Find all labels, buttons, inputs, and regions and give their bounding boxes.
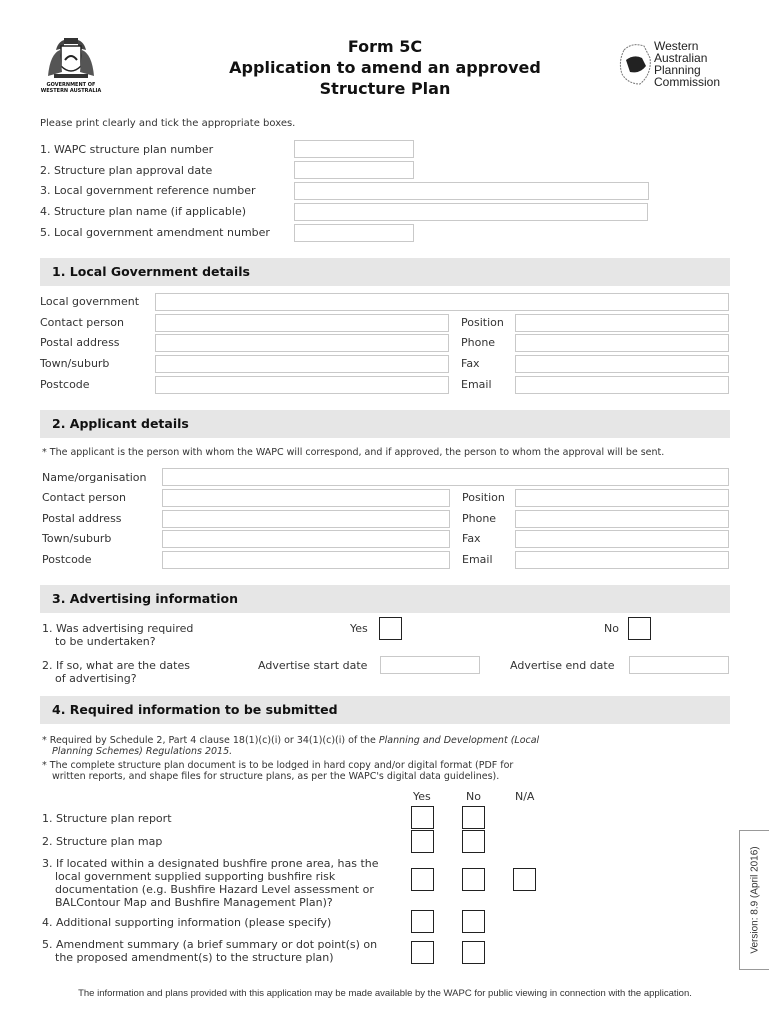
s1-postal-address-field[interactable] <box>155 334 449 352</box>
s1-contact-person-field[interactable] <box>155 314 449 332</box>
form-title-main: Application to amend an approved <box>229 58 541 77</box>
section-1-heading: 1. Local Government details <box>52 264 250 279</box>
lg-amendment-label: 5. Local government amendment number <box>40 226 270 239</box>
wapc-plan-number-label: 1. WAPC structure plan number <box>40 143 214 156</box>
s1-town-suburb-label: Town/suburb <box>40 357 110 370</box>
s2-email-label: Email <box>462 553 493 566</box>
s2-position-field[interactable] <box>515 489 729 507</box>
s3-advertising-no-checkbox[interactable] <box>628 617 651 640</box>
s2-contact-person-field[interactable] <box>162 489 450 507</box>
s2-town-suburb-label: Town/suburb <box>42 532 112 545</box>
crest-icon <box>36 36 106 82</box>
s4-item2-no-checkbox[interactable] <box>462 830 485 853</box>
s1-position-field[interactable] <box>515 314 729 332</box>
s3-q1-line1: 1. Was advertising required <box>42 622 194 635</box>
lg-amendment-field[interactable] <box>294 224 414 242</box>
s4-item1-label: 1. Structure plan report <box>42 812 172 825</box>
section-3-header <box>40 585 730 613</box>
s3-end-date-label: Advertise end date <box>510 659 615 672</box>
s1-phone-label: Phone <box>461 336 496 349</box>
s4-item1-no-checkbox[interactable] <box>462 806 485 829</box>
s1-fax-field[interactable] <box>515 355 729 373</box>
s4-item5-line2: the proposed amendment(s) to the structure plan) <box>55 951 334 964</box>
wapc-plan-number-field[interactable] <box>294 140 414 158</box>
s2-postal-address-label: Postal address <box>42 512 122 525</box>
s2-position-label: Position <box>462 491 505 504</box>
s4-item3-line1: 3. If located within a designated bushfire prone area, has the <box>42 857 379 870</box>
s4-item1-yes-checkbox[interactable] <box>411 806 434 829</box>
form-title-sub: Structure Plan <box>319 79 451 98</box>
plan-name-field[interactable] <box>294 203 648 221</box>
wa-map-icon <box>616 40 656 88</box>
s2-name-org-field[interactable] <box>162 468 729 486</box>
section-1-header <box>40 258 730 286</box>
s1-postcode-label: Postcode <box>40 378 90 391</box>
section-2-heading: 2. Applicant details <box>52 416 189 431</box>
section-4-header <box>40 696 730 724</box>
s1-fax-label: Fax <box>461 357 480 370</box>
wapc-logo <box>616 40 736 90</box>
wapc-logo-line-4: Commission <box>654 75 721 89</box>
version-tab <box>739 830 769 970</box>
s2-applicant-note: * The applicant is the person with whom the WAPC will correspond, and if approved, the person to whom the approval will be sent. <box>42 447 665 458</box>
footer-disclaimer: The information and plans provided with this application may be made available by the WAPC for public viewing in connection with the application. <box>78 988 692 999</box>
approval-date-label: 2. Structure plan approval date <box>40 164 213 177</box>
form-title-number: Form 5C <box>347 37 423 56</box>
s1-phone-field[interactable] <box>515 334 729 352</box>
s3-no-label: No <box>604 622 619 635</box>
s2-phone-label: Phone <box>462 512 497 525</box>
s4-item3-line3: documentation (e.g. Bushfire Hazard Level assessment or <box>55 883 374 896</box>
s2-postal-address-field[interactable] <box>162 510 450 528</box>
s4-item5-no-checkbox[interactable] <box>462 941 485 964</box>
s1-position-label: Position <box>461 316 504 329</box>
version-text: Version: 8.9 (April 2016) <box>749 846 760 954</box>
s4-note1-regulation: Planning and Development (Local <box>378 735 540 746</box>
s2-phone-field[interactable] <box>515 510 729 528</box>
section-4-heading: 4. Required information to be submitted <box>52 702 338 717</box>
lg-reference-label: 3. Local government reference number <box>40 184 256 197</box>
gov-logo-text: GOVERNMENT OF WESTERN AUSTRALIA <box>40 82 102 94</box>
wapc-logo-line-1: Western <box>654 39 699 53</box>
s4-note2-line1: * The complete structure plan document is to be lodged in hard copy and/or digital format (PDF for <box>42 760 514 771</box>
s1-email-field[interactable] <box>515 376 729 394</box>
s4-item3-yes-checkbox[interactable] <box>411 868 434 891</box>
s3-start-date-field[interactable] <box>380 656 480 674</box>
s3-start-date-label: Advertise start date <box>258 659 368 672</box>
s4-item5-yes-checkbox[interactable] <box>411 941 434 964</box>
s3-q1-line2: to be undertaken? <box>55 635 156 648</box>
approval-date-field[interactable] <box>294 161 414 179</box>
s4-col-no: No <box>466 790 481 803</box>
section-3-heading: 3. Advertising information <box>52 591 238 606</box>
s3-yes-label: Yes <box>350 622 368 635</box>
s4-col-na: N/A <box>515 790 535 803</box>
s3-advertising-yes-checkbox[interactable] <box>379 617 402 640</box>
s4-item4-yes-checkbox[interactable] <box>411 910 434 933</box>
s1-postal-address-label: Postal address <box>40 336 120 349</box>
government-crest-logo <box>36 36 106 94</box>
s3-q2-line2: of advertising? <box>55 672 137 685</box>
s2-town-suburb-field[interactable] <box>162 530 450 548</box>
s2-fax-label: Fax <box>462 532 481 545</box>
s1-town-suburb-field[interactable] <box>155 355 449 373</box>
plan-name-label: 4. Structure plan name (if applicable) <box>40 205 247 218</box>
s4-item4-label: 4. Additional supporting information (please specify) <box>42 916 332 929</box>
s2-postcode-field[interactable] <box>162 551 450 569</box>
s4-note1-line2: Planning Schemes) Regulations 2015. <box>52 746 233 757</box>
s4-note2-line2: written reports, and shape files for structure plans, as per the WAPC's digital data guidelines). <box>52 771 500 782</box>
s1-postcode-field[interactable] <box>155 376 449 394</box>
s2-email-field[interactable] <box>515 551 729 569</box>
s2-contact-person-label: Contact person <box>42 491 126 504</box>
s1-local-government-field[interactable] <box>155 293 729 311</box>
s2-postcode-label: Postcode <box>42 553 92 566</box>
s3-q2-line1: 2. If so, what are the dates <box>42 659 190 672</box>
s4-item2-yes-checkbox[interactable] <box>411 830 434 853</box>
s4-item5-line1: 5. Amendment summary (a brief summary or dot point(s) on <box>42 938 378 951</box>
s1-email-label: Email <box>461 378 492 391</box>
s4-item3-no-checkbox[interactable] <box>462 868 485 891</box>
s1-local-government-label: Local government <box>40 295 140 308</box>
s4-item3-na-checkbox[interactable] <box>513 868 536 891</box>
s2-fax-field[interactable] <box>515 530 729 548</box>
wapc-logo-line-2: Australian <box>654 51 708 65</box>
s4-item3-line4: BALContour Map and Bushfire Management Plan)? <box>55 896 333 909</box>
s4-note1-plain: * Required by Schedule 2, Part 4 clause 18(1)(c)(i) or 34(1)(c)(i) of the <box>42 735 379 746</box>
lg-reference-field[interactable] <box>294 182 649 200</box>
s3-end-date-field[interactable] <box>629 656 729 674</box>
s2-name-org-label: Name/organisation <box>42 471 147 484</box>
section-2-header <box>40 410 730 438</box>
instructions: Please print clearly and tick the appropriate boxes. <box>40 118 296 129</box>
s4-col-yes: Yes <box>413 790 431 803</box>
s4-item2-label: 2. Structure plan map <box>42 835 163 848</box>
wapc-logo-line-3: Planning <box>654 63 701 77</box>
s4-item4-no-checkbox[interactable] <box>462 910 485 933</box>
s1-contact-person-label: Contact person <box>40 316 124 329</box>
s4-item3-line2: local government supplied supporting bushfire risk <box>55 870 336 883</box>
